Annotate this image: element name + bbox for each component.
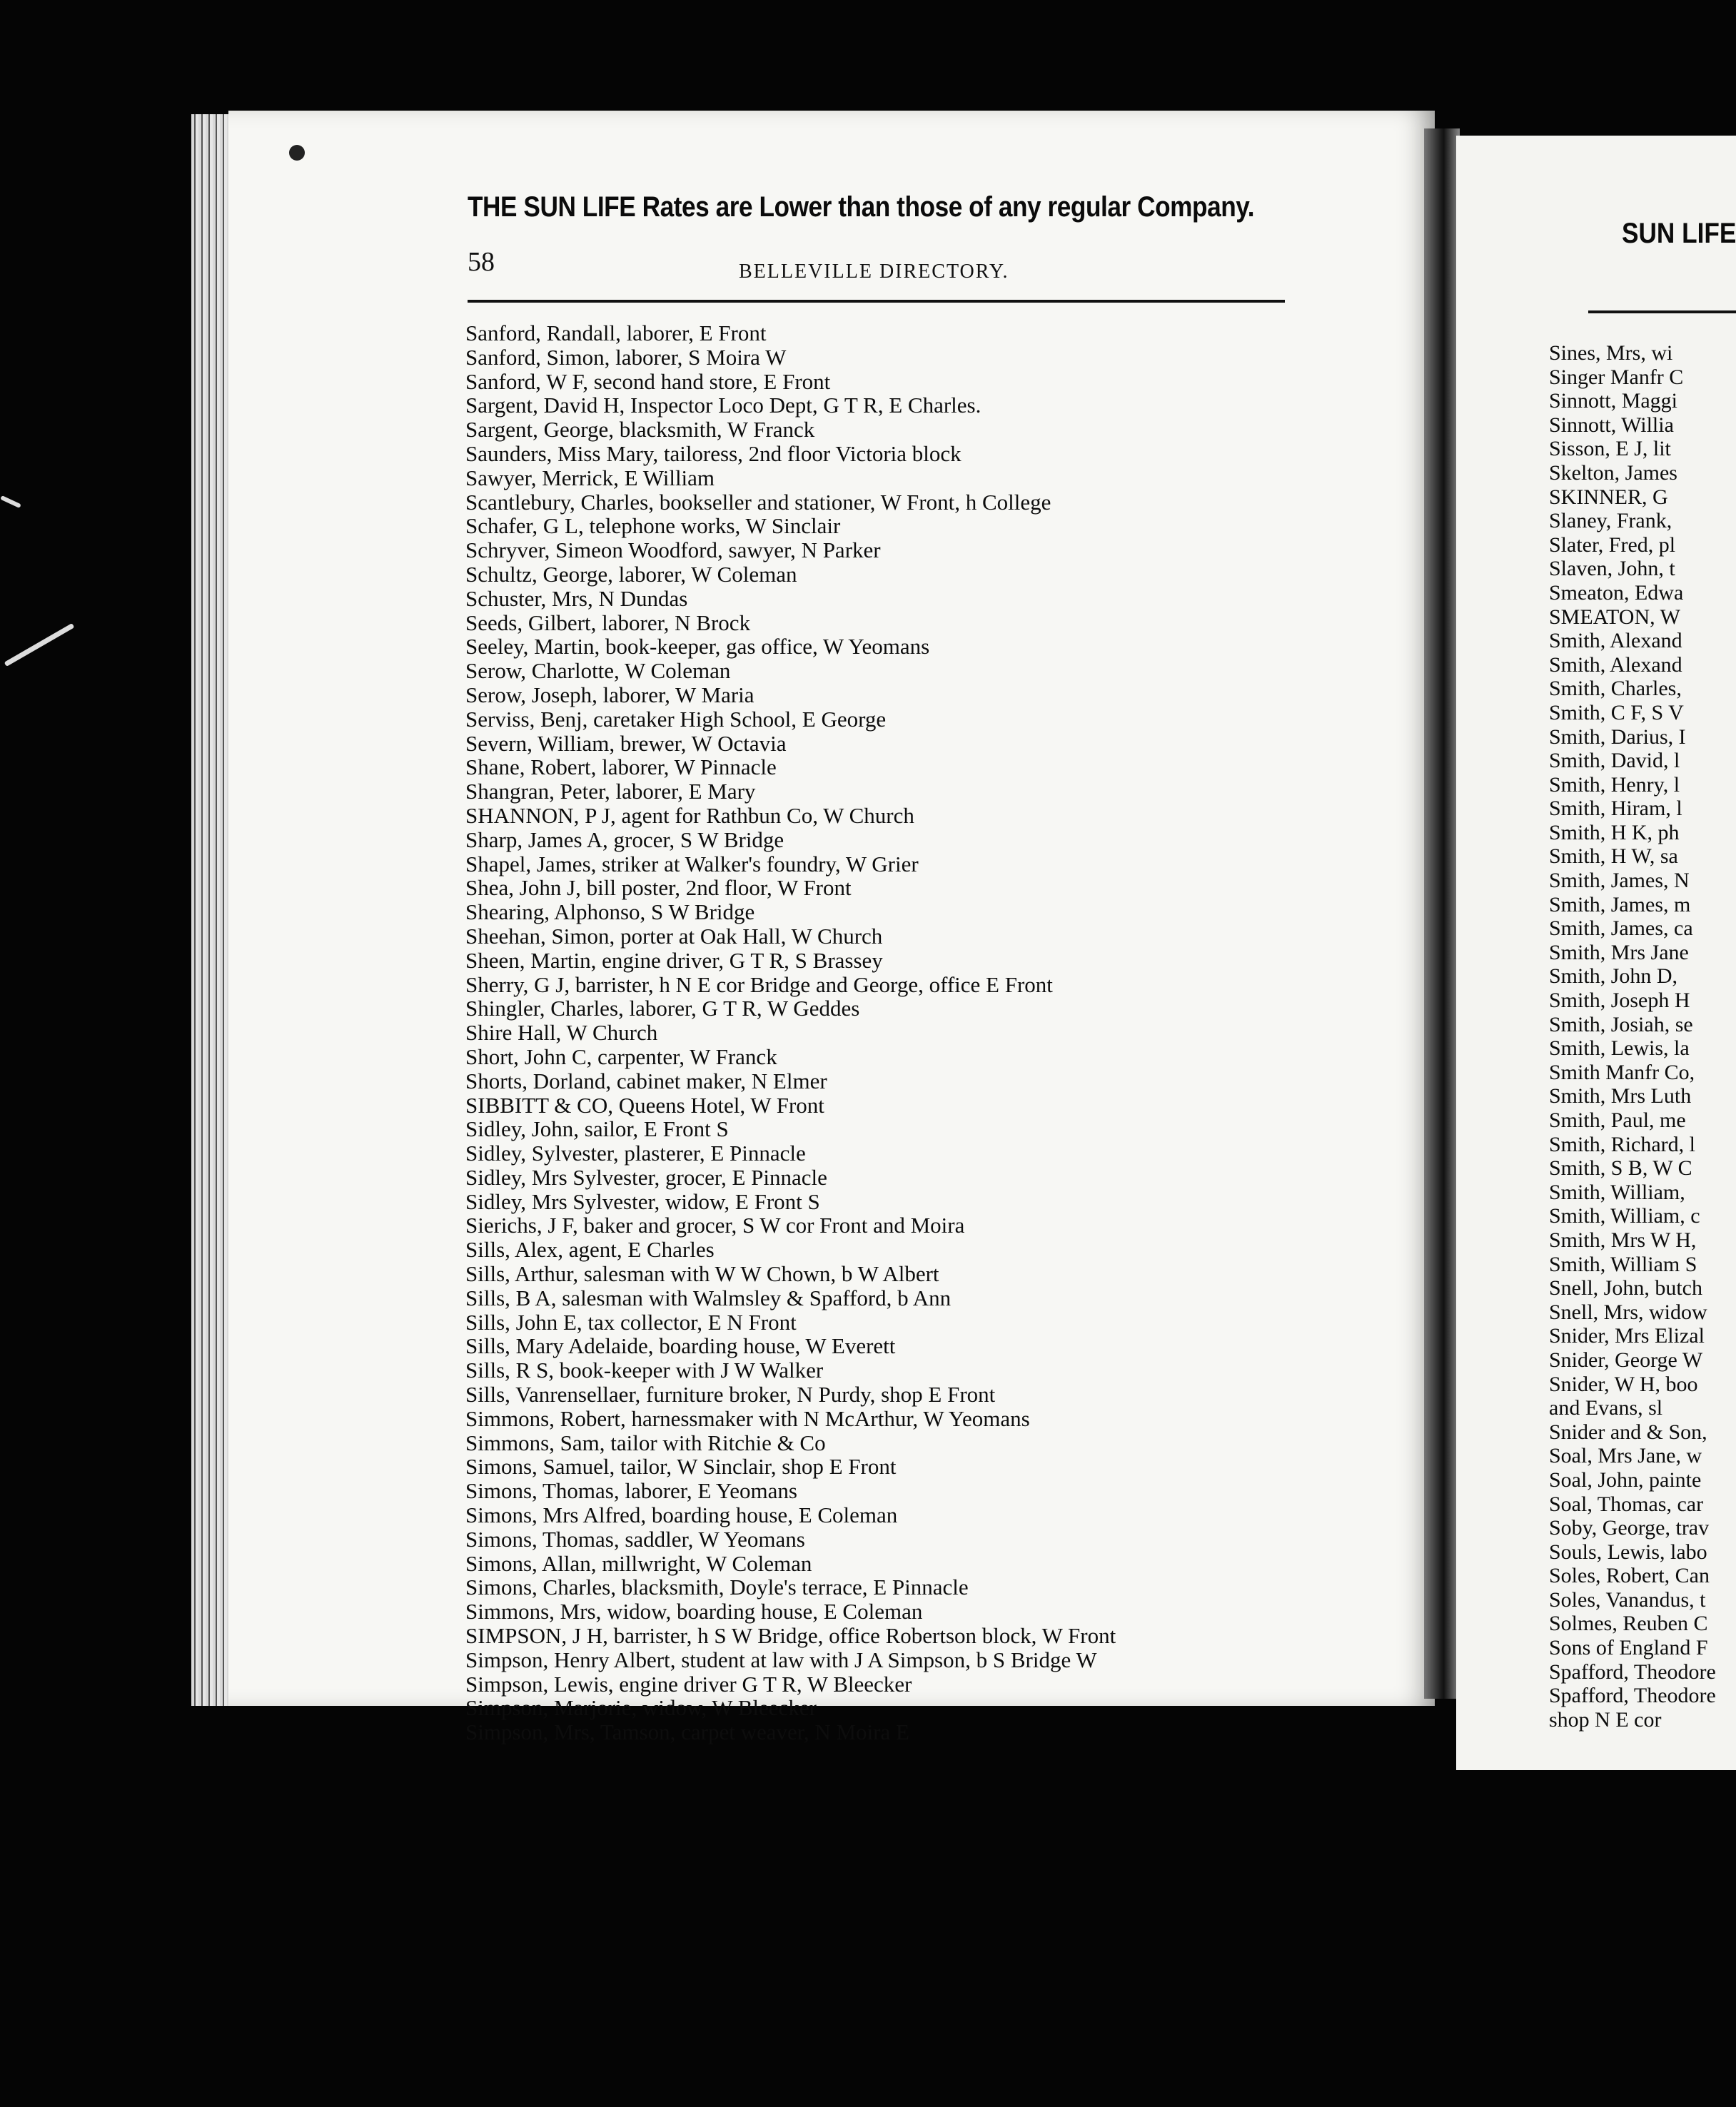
- directory-entry: Schultz, George, laborer, W Coleman: [465, 561, 797, 587]
- directory-entry: Snell, Mrs, widow: [1549, 1300, 1707, 1324]
- directory-entry: Smith, C F, S V: [1549, 700, 1684, 724]
- directory-entry: Smith, William S: [1549, 1252, 1697, 1276]
- scan-mark-1: [0, 495, 21, 508]
- directory-entry: Shorts, Dorland, cabinet maker, N Elmer: [465, 1068, 827, 1093]
- directory-entry: Schuster, Mrs, N Dundas: [465, 585, 688, 611]
- directory-entry: Scantlebury, Charles, bookseller and stationer, W Front, h College: [465, 489, 1051, 515]
- directory-entry: Sherry, G J, barrister, h N E cor Bridge and George, office E Front: [465, 971, 1053, 997]
- directory-entry: Sills, R S, book-keeper with J W Walker: [465, 1358, 824, 1383]
- directory-entry: Sharp, James A, grocer, S W Bridge: [465, 827, 784, 852]
- directory-entry: Smith, Henry, l: [1549, 772, 1680, 797]
- right-header-rule: [1588, 310, 1736, 313]
- directory-entry: Sills, Arthur, salesman with W W Chown, b W Albert: [465, 1261, 939, 1287]
- directory-entry: Sawyer, Merrick, E William: [465, 465, 715, 490]
- directory-entry: Smith, David, l: [1549, 749, 1680, 773]
- directory-entry: Soal, John, painte: [1549, 1467, 1702, 1492]
- book-gutter: [1424, 128, 1460, 1699]
- page-edges: [191, 114, 234, 1706]
- directory-entry: Smith, Joseph H: [1549, 989, 1690, 1013]
- directory-entry: Sierichs, J F, baker and grocer, S W cor Front and Moira: [465, 1213, 965, 1238]
- directory-entry: Smith, Josiah, se: [1549, 1012, 1693, 1036]
- directory-entry: Sidley, Mrs Sylvester, grocer, E Pinnacle: [465, 1164, 827, 1190]
- directory-entry: Sidley, Sylvester, plasterer, E Pinnacle: [465, 1141, 806, 1166]
- directory-entry: Snider, Mrs Elizal: [1549, 1324, 1705, 1348]
- directory-entry: Simons, Samuel, tailor, W Sinclair, shop E Front: [465, 1454, 897, 1480]
- directory-entry: Sills, B A, salesman with Walmsley & Spafford, b Ann: [465, 1285, 952, 1310]
- directory-entry: Smith, Mrs Luth: [1549, 1084, 1692, 1108]
- directory-entry: Seeley, Martin, book-keeper, gas office, W Yeomans: [465, 634, 930, 660]
- directory-entry: Smith, Mrs Jane: [1549, 940, 1689, 964]
- directory-entry: Soles, Vanandus, t: [1549, 1587, 1706, 1612]
- directory-entry: Smith, Alexand: [1549, 629, 1682, 653]
- directory-entry: Simpson, Marjorie, widow, W Bleecker: [465, 1695, 817, 1721]
- directory-entry: Smith, Mrs W H,: [1549, 1228, 1697, 1252]
- binding-hole-icon: [289, 145, 305, 161]
- directory-entry: Skelton, James: [1549, 460, 1677, 485]
- header-rule: [468, 300, 1285, 303]
- directory-entry: Simons, Allan, millwright, W Coleman: [465, 1550, 812, 1576]
- directory-entry: Soby, George, trav: [1549, 1516, 1710, 1540]
- directory-entry: Singer Manfr C: [1549, 365, 1684, 389]
- directory-entry: Smith Manfr Co,: [1549, 1060, 1695, 1084]
- directory-entry: Slaven, John, t: [1549, 557, 1675, 581]
- directory-entry: Sanford, W F, second hand store, E Front: [465, 368, 831, 394]
- directory-entry: Smith, James, ca: [1549, 916, 1693, 941]
- directory-entry: Saunders, Miss Mary, tailoress, 2nd floor Victoria block: [465, 440, 962, 466]
- directory-entry: Smith, James, N: [1549, 869, 1690, 893]
- directory-entry: Sills, Alex, agent, E Charles: [465, 1237, 715, 1263]
- directory-entry: Smith, William,: [1549, 1180, 1685, 1204]
- directory-entry: Simons, Charles, blacksmith, Doyle's terrace, E Pinnacle: [465, 1575, 969, 1600]
- directory-entry: Sines, Mrs, wi: [1549, 341, 1673, 365]
- directory-entry: Sons of England F: [1549, 1636, 1708, 1660]
- directory-entry: Sinnott, Willia: [1549, 413, 1674, 437]
- directory-entry: Smith, William, c: [1549, 1204, 1700, 1228]
- directory-entry: Sargent, David H, Inspector Loco Dept, G T R, E Charles.: [465, 393, 981, 418]
- directory-entry: Shapel, James, striker at Walker's foundry, W Grier: [465, 851, 919, 876]
- directory-entry: Slaney, Frank,: [1549, 509, 1672, 533]
- directory-entry: Sanford, Simon, laborer, S Moira W: [465, 344, 787, 370]
- directory-entry: Schafer, G L, telephone works, W Sinclair: [465, 513, 841, 539]
- directory-entry: Simpson, Henry Albert, student at law with J A Simpson, b S Bridge W: [465, 1647, 1097, 1672]
- directory-entry: SHANNON, P J, agent for Rathbun Co, W Church: [465, 802, 914, 828]
- directory-entry: Shane, Robert, laborer, W Pinnacle: [465, 754, 777, 780]
- directory-entry: SIMPSON, J H, barrister, h S W Bridge, office Robertson block, W Front: [465, 1623, 1116, 1649]
- directory-entry: Sills, John E, tax collector, E N Front: [465, 1309, 797, 1335]
- directory-entry: Simons, Mrs Alfred, boarding house, E Coleman: [465, 1502, 898, 1528]
- directory-entry: Shingler, Charles, laborer, G T R, W Geddes: [465, 996, 860, 1021]
- directory-entry: Sidley, Mrs Sylvester, widow, E Front S: [465, 1188, 820, 1214]
- directory-entry: Seeds, Gilbert, laborer, N Brock: [465, 610, 751, 635]
- directory-entry: Simons, Thomas, laborer, E Yeomans: [465, 1478, 797, 1504]
- directory-entry: Sidley, John, sailor, E Front S: [465, 1116, 729, 1142]
- directory-entry: Soles, Robert, Can: [1549, 1564, 1710, 1588]
- directory-entry: Simons, Thomas, saddler, W Yeomans: [465, 1526, 805, 1552]
- advertisement-headline: THE SUN LIFE Rates are Lower than those of any regular Company.: [468, 191, 1255, 223]
- directory-entry: Sisson, E J, lit: [1549, 437, 1671, 461]
- directory-entry: Serviss, Benj, caretaker High School, E George: [465, 706, 887, 732]
- right-page-headline: SUN LIFE: [1622, 218, 1736, 249]
- directory-entry: Smeaton, Edwa: [1549, 580, 1684, 605]
- directory-entry: Souls, Lewis, labo: [1549, 1540, 1707, 1564]
- directory-entry: Smith, Charles,: [1549, 677, 1682, 701]
- directory-entry: Simmons, Robert, harnessmaker with N McArthur, W Yeomans: [465, 1405, 1030, 1431]
- directory-entry: Short, John C, carpenter, W Franck: [465, 1044, 777, 1069]
- directory-entry: SKINNER, G: [1549, 485, 1668, 509]
- directory-entry: Smith, John D,: [1549, 964, 1678, 989]
- directory-entry: Schryver, Simeon Woodford, sawyer, N Parker: [465, 537, 881, 563]
- directory-entries: [465, 321, 1393, 1744]
- directory-entry: Shire Hall, W Church: [465, 1020, 658, 1046]
- directory-entry: Smith, Hiram, l: [1549, 797, 1682, 821]
- directory-entry: Serow, Joseph, laborer, W Maria: [465, 682, 755, 707]
- directory-entry: Slater, Fred, pl: [1549, 532, 1676, 557]
- directory-entry: Snell, John, butch: [1549, 1276, 1702, 1300]
- directory-entry: Soal, Mrs Jane, w: [1549, 1444, 1702, 1468]
- directory-entry: Sills, Vanrensellaer, furniture broker, N Purdy, shop E Front: [465, 1382, 996, 1408]
- directory-entry: Smith, Paul, me: [1549, 1108, 1686, 1132]
- directory-entry: Sanford, Randall, laborer, E Front: [465, 320, 767, 345]
- directory-entry: Shangran, Peter, laborer, E Mary: [465, 779, 756, 804]
- directory-entry: Serow, Charlotte, W Coleman: [465, 658, 731, 684]
- directory-entry: Soal, Thomas, car: [1549, 1492, 1704, 1516]
- directory-entry: Shea, John J, bill poster, 2nd floor, W Front: [465, 875, 852, 901]
- right-directory-entries: [1549, 341, 1736, 1732]
- directory-entry: Simmons, Mrs, widow, boarding house, E Coleman: [465, 1599, 923, 1625]
- directory-entry: Spafford, Theodore: [1549, 1684, 1716, 1708]
- directory-entry: Snider, W H, boo: [1549, 1372, 1698, 1396]
- directory-entry: Smith, Darius, I: [1549, 724, 1686, 749]
- directory-entry: and Evans, sl: [1549, 1396, 1663, 1420]
- directory-entry: Smith, Alexand: [1549, 652, 1682, 677]
- directory-entry: shop N E cor: [1549, 1707, 1662, 1732]
- directory-entry: Simpson, Mrs, Tamson, carpet weaver, N Moira E: [465, 1719, 909, 1745]
- directory-entry: Smith, Richard, l: [1549, 1132, 1695, 1156]
- directory-entry: Solmes, Reuben C: [1549, 1612, 1708, 1636]
- directory-entry: Snider and & Son,: [1549, 1420, 1707, 1444]
- directory-entry: Spafford, Theodore: [1549, 1659, 1716, 1684]
- directory-entry: Severn, William, brewer, W Octavia: [465, 730, 787, 756]
- page-number: 58: [468, 247, 495, 277]
- directory-entry: Smith, S B, W C: [1549, 1156, 1692, 1181]
- directory-entry: Sinnott, Maggi: [1549, 389, 1678, 413]
- directory-entry: SMEATON, W: [1549, 605, 1680, 629]
- directory-entry: Snider, George W: [1549, 1348, 1703, 1372]
- directory-entry: Sheen, Martin, engine driver, G T R, S Brassey: [465, 947, 883, 973]
- directory-entry: Sheehan, Simon, porter at Oak Hall, W Church: [465, 923, 883, 949]
- directory-entry: Shearing, Alphonso, S W Bridge: [465, 899, 755, 925]
- scan-mark-2: [4, 623, 75, 667]
- directory-entry: SIBBITT & CO, Queens Hotel, W Front: [465, 1092, 824, 1118]
- running-head: BELLEVILLE DIRECTORY.: [739, 261, 1009, 283]
- directory-entry: Smith, H W, sa: [1549, 844, 1678, 869]
- directory-entry: Smith, Lewis, la: [1549, 1036, 1690, 1061]
- directory-entry: Simmons, Sam, tailor with Ritchie & Co: [465, 1430, 826, 1455]
- directory-entry: Simpson, Lewis, engine driver G T R, W Bleecker: [465, 1671, 912, 1697]
- directory-entry: Smith, James, m: [1549, 892, 1691, 916]
- directory-entry: Smith, H K, ph: [1549, 820, 1680, 844]
- directory-entry: Sills, Mary Adelaide, boarding house, W Everett: [465, 1333, 896, 1359]
- directory-entry: Sargent, George, blacksmith, W Franck: [465, 417, 815, 443]
